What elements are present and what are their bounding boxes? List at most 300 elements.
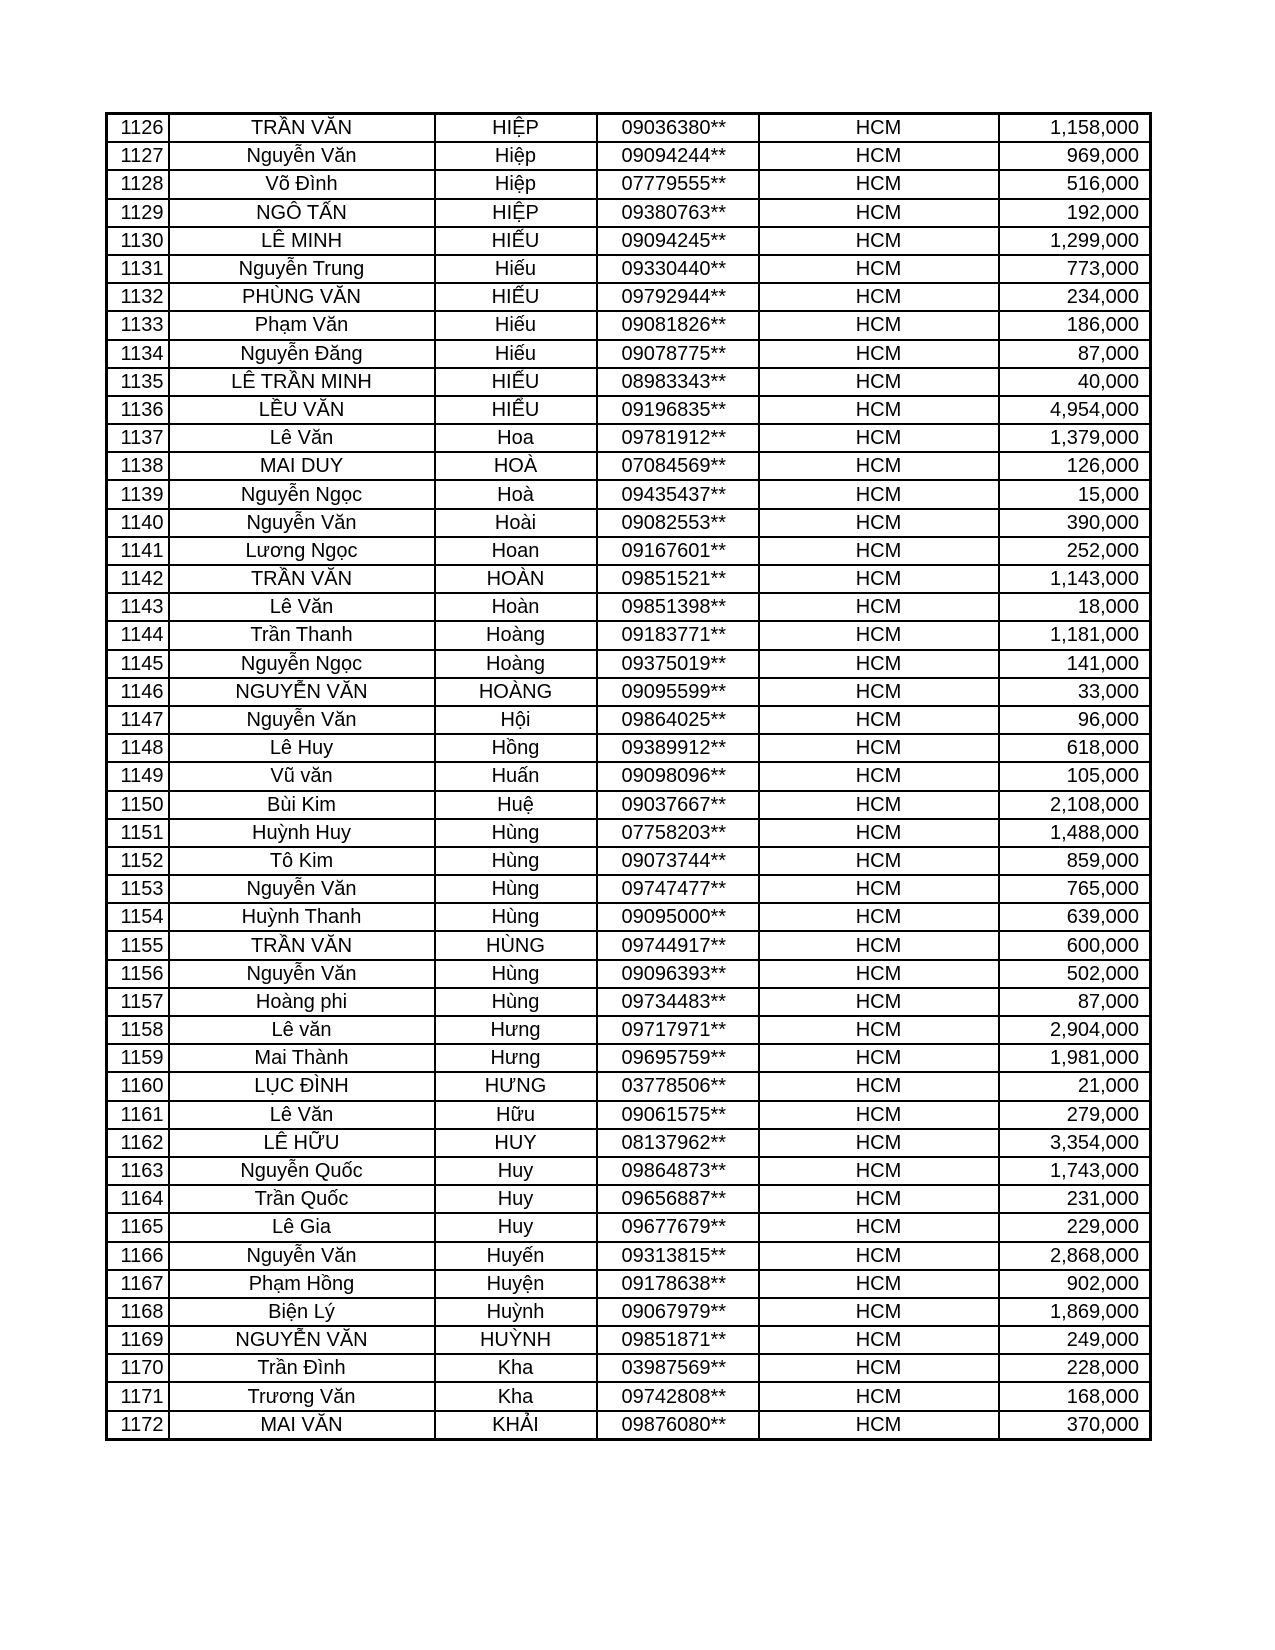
province-cell: HCM: [759, 142, 999, 170]
table-row: [107, 480, 1151, 508]
table-row: [107, 1157, 1151, 1185]
province-cell: HCM: [759, 791, 999, 819]
given-name-cell: Hưng: [435, 1044, 597, 1072]
row-number-cell: 1126: [107, 114, 169, 143]
row-number-cell: 1140: [107, 509, 169, 537]
table-row: [107, 255, 1151, 283]
table-row: [107, 509, 1151, 537]
amount-cell: 639,000: [999, 903, 1151, 931]
province-cell: HCM: [759, 1411, 999, 1440]
phone-cell: 09178638**: [597, 1270, 759, 1298]
amount-cell: 618,000: [999, 734, 1151, 762]
amount-cell: 773,000: [999, 255, 1151, 283]
phone-cell: 09167601**: [597, 537, 759, 565]
table-body: [107, 114, 1151, 1440]
table-row: [107, 1270, 1151, 1298]
surname-cell: Trần Quốc: [169, 1185, 435, 1213]
surname-cell: Lê Văn: [169, 424, 435, 452]
surname-cell: Nguyễn Văn: [169, 875, 435, 903]
table-row: [107, 875, 1151, 903]
table-row: [107, 452, 1151, 480]
row-number-cell: 1162: [107, 1129, 169, 1157]
table-row: [107, 1242, 1151, 1270]
phone-cell: 09094244**: [597, 142, 759, 170]
row-number-cell: 1150: [107, 791, 169, 819]
table-row: [107, 1326, 1151, 1354]
given-name-cell: Hoàn: [435, 593, 597, 621]
row-number-cell: 1152: [107, 847, 169, 875]
phone-cell: 09098096**: [597, 762, 759, 790]
row-number-cell: 1167: [107, 1270, 169, 1298]
province-cell: HCM: [759, 283, 999, 311]
table-row: [107, 1411, 1151, 1440]
phone-cell: 09851521**: [597, 565, 759, 593]
given-name-cell: KHẢI: [435, 1411, 597, 1440]
table-row: [107, 678, 1151, 706]
table-row: [107, 903, 1151, 931]
row-number-cell: 1139: [107, 480, 169, 508]
phone-cell: 07779555**: [597, 170, 759, 198]
table-row: [107, 650, 1151, 678]
row-number-cell: 1146: [107, 678, 169, 706]
surname-cell: Lê Huy: [169, 734, 435, 762]
amount-cell: 600,000: [999, 931, 1151, 959]
given-name-cell: HOÀ: [435, 452, 597, 480]
province-cell: HCM: [759, 1213, 999, 1241]
province-cell: HCM: [759, 1101, 999, 1129]
amount-cell: 765,000: [999, 875, 1151, 903]
amount-cell: 390,000: [999, 509, 1151, 537]
phone-cell: 09095000**: [597, 903, 759, 931]
amount-cell: 87,000: [999, 340, 1151, 368]
row-number-cell: 1138: [107, 452, 169, 480]
phone-cell: 07084569**: [597, 452, 759, 480]
amount-cell: 1,299,000: [999, 227, 1151, 255]
province-cell: HCM: [759, 678, 999, 706]
amount-cell: 279,000: [999, 1101, 1151, 1129]
table-row: [107, 734, 1151, 762]
given-name-cell: Huy: [435, 1185, 597, 1213]
surname-cell: LỀU VĂN: [169, 396, 435, 424]
row-number-cell: 1128: [107, 170, 169, 198]
phone-cell: 09081826**: [597, 311, 759, 339]
amount-cell: 252,000: [999, 537, 1151, 565]
row-number-cell: 1153: [107, 875, 169, 903]
row-number-cell: 1136: [107, 396, 169, 424]
row-number-cell: 1163: [107, 1157, 169, 1185]
phone-cell: 09734483**: [597, 988, 759, 1016]
given-name-cell: Hoài: [435, 509, 597, 537]
table-row: [107, 142, 1151, 170]
province-cell: HCM: [759, 621, 999, 649]
surname-cell: NGUYỄN VĂN: [169, 1326, 435, 1354]
row-number-cell: 1134: [107, 340, 169, 368]
table-row: [107, 227, 1151, 255]
phone-cell: 03987569**: [597, 1354, 759, 1382]
phone-cell: 09435437**: [597, 480, 759, 508]
phone-cell: 09067979**: [597, 1298, 759, 1326]
phone-cell: 08137962**: [597, 1129, 759, 1157]
given-name-cell: Hoàng: [435, 621, 597, 649]
surname-cell: Vũ văn: [169, 762, 435, 790]
phone-cell: 09330440**: [597, 255, 759, 283]
given-name-cell: Hữu: [435, 1101, 597, 1129]
row-number-cell: 1164: [107, 1185, 169, 1213]
given-name-cell: Hiếu: [435, 255, 597, 283]
surname-cell: Phạm Văn: [169, 311, 435, 339]
table-row: [107, 791, 1151, 819]
phone-cell: 09375019**: [597, 650, 759, 678]
row-number-cell: 1130: [107, 227, 169, 255]
province-cell: HCM: [759, 537, 999, 565]
province-cell: HCM: [759, 452, 999, 480]
given-name-cell: HIẾU: [435, 227, 597, 255]
surname-cell: Biện Lý: [169, 1298, 435, 1326]
table-row: [107, 1044, 1151, 1072]
province-cell: HCM: [759, 1185, 999, 1213]
given-name-cell: Huy: [435, 1157, 597, 1185]
amount-cell: 186,000: [999, 311, 1151, 339]
amount-cell: 516,000: [999, 170, 1151, 198]
surname-cell: Nguyễn Đăng: [169, 340, 435, 368]
table-row: [107, 1072, 1151, 1100]
row-number-cell: 1148: [107, 734, 169, 762]
phone-cell: 09313815**: [597, 1242, 759, 1270]
surname-cell: Lê Gia: [169, 1213, 435, 1241]
surname-cell: Nguyễn Ngọc: [169, 650, 435, 678]
row-number-cell: 1132: [107, 283, 169, 311]
surname-cell: MAI VĂN: [169, 1411, 435, 1440]
table-row: [107, 1185, 1151, 1213]
table-row: [107, 1298, 1151, 1326]
amount-cell: 502,000: [999, 960, 1151, 988]
row-number-cell: 1170: [107, 1354, 169, 1382]
row-number-cell: 1155: [107, 931, 169, 959]
amount-cell: 1,379,000: [999, 424, 1151, 452]
phone-cell: 08983343**: [597, 368, 759, 396]
surname-cell: LÊ HỮU: [169, 1129, 435, 1157]
province-cell: HCM: [759, 593, 999, 621]
given-name-cell: Huấn: [435, 762, 597, 790]
province-cell: HCM: [759, 1270, 999, 1298]
table-row: [107, 988, 1151, 1016]
surname-cell: TRẦN VĂN: [169, 931, 435, 959]
row-number-cell: 1144: [107, 621, 169, 649]
surname-cell: Lê Văn: [169, 593, 435, 621]
row-number-cell: 1171: [107, 1382, 169, 1410]
province-cell: HCM: [759, 1326, 999, 1354]
province-cell: HCM: [759, 1242, 999, 1270]
table-row: [107, 283, 1151, 311]
phone-cell: 09742808**: [597, 1382, 759, 1410]
surname-cell: Trần Đình: [169, 1354, 435, 1382]
province-cell: HCM: [759, 819, 999, 847]
amount-cell: 1,981,000: [999, 1044, 1151, 1072]
phone-cell: 09781912**: [597, 424, 759, 452]
surname-cell: NGUYỄN VĂN: [169, 678, 435, 706]
phone-cell: 09036380**: [597, 114, 759, 143]
table-row: [107, 368, 1151, 396]
row-number-cell: 1172: [107, 1411, 169, 1440]
given-name-cell: HIẾU: [435, 368, 597, 396]
surname-cell: Hoàng phi: [169, 988, 435, 1016]
given-name-cell: Hưng: [435, 1016, 597, 1044]
surname-cell: Trần Thanh: [169, 621, 435, 649]
row-number-cell: 1154: [107, 903, 169, 931]
given-name-cell: HOÀNG: [435, 678, 597, 706]
table-row: [107, 847, 1151, 875]
table-row: [107, 114, 1151, 143]
province-cell: HCM: [759, 875, 999, 903]
surname-cell: TRẦN VĂN: [169, 114, 435, 143]
amount-cell: 21,000: [999, 1072, 1151, 1100]
row-number-cell: 1145: [107, 650, 169, 678]
phone-cell: 09851871**: [597, 1326, 759, 1354]
province-cell: HCM: [759, 734, 999, 762]
province-cell: HCM: [759, 227, 999, 255]
table-row: [107, 819, 1151, 847]
province-cell: HCM: [759, 1072, 999, 1100]
phone-cell: 09095599**: [597, 678, 759, 706]
given-name-cell: Hiệp: [435, 142, 597, 170]
table-row: [107, 199, 1151, 227]
row-number-cell: 1147: [107, 706, 169, 734]
given-name-cell: Huỳnh: [435, 1298, 597, 1326]
province-cell: HCM: [759, 311, 999, 339]
surname-cell: Trương Văn: [169, 1382, 435, 1410]
table-row: [107, 424, 1151, 452]
row-number-cell: 1157: [107, 988, 169, 1016]
given-name-cell: Hoan: [435, 537, 597, 565]
surname-cell: Nguyễn Ngọc: [169, 480, 435, 508]
table-row: [107, 762, 1151, 790]
amount-cell: 141,000: [999, 650, 1151, 678]
province-cell: HCM: [759, 114, 999, 143]
surname-cell: Huỳnh Thanh: [169, 903, 435, 931]
table-row: [107, 1129, 1151, 1157]
table-row: [107, 621, 1151, 649]
phone-cell: 09744917**: [597, 931, 759, 959]
province-cell: HCM: [759, 1129, 999, 1157]
amount-cell: 18,000: [999, 593, 1151, 621]
given-name-cell: HIẾU: [435, 283, 597, 311]
amount-cell: 1,869,000: [999, 1298, 1151, 1326]
given-name-cell: HÙNG: [435, 931, 597, 959]
province-cell: HCM: [759, 565, 999, 593]
table-row: [107, 396, 1151, 424]
surname-cell: Nguyễn Văn: [169, 509, 435, 537]
amount-cell: 229,000: [999, 1213, 1151, 1241]
row-number-cell: 1151: [107, 819, 169, 847]
amount-cell: 1,143,000: [999, 565, 1151, 593]
phone-cell: 03778506**: [597, 1072, 759, 1100]
surname-cell: Nguyễn Văn: [169, 960, 435, 988]
surname-cell: Phạm Hồng: [169, 1270, 435, 1298]
phone-cell: 09073744**: [597, 847, 759, 875]
province-cell: HCM: [759, 340, 999, 368]
surname-cell: Mai Thành: [169, 1044, 435, 1072]
phone-cell: 09792944**: [597, 283, 759, 311]
row-number-cell: 1165: [107, 1213, 169, 1241]
surname-cell: Huỳnh Huy: [169, 819, 435, 847]
given-name-cell: Hùng: [435, 988, 597, 1016]
amount-cell: 40,000: [999, 368, 1151, 396]
given-name-cell: Hội: [435, 706, 597, 734]
amount-cell: 1,743,000: [999, 1157, 1151, 1185]
row-number-cell: 1160: [107, 1072, 169, 1100]
province-cell: HCM: [759, 1157, 999, 1185]
province-cell: HCM: [759, 1044, 999, 1072]
row-number-cell: 1166: [107, 1242, 169, 1270]
given-name-cell: Hoa: [435, 424, 597, 452]
table-row: [107, 537, 1151, 565]
surname-cell: Nguyễn Quốc: [169, 1157, 435, 1185]
surname-cell: Nguyễn Trung: [169, 255, 435, 283]
phone-cell: 09717971**: [597, 1016, 759, 1044]
amount-cell: 4,954,000: [999, 396, 1151, 424]
row-number-cell: 1158: [107, 1016, 169, 1044]
surname-cell: MAI DUY: [169, 452, 435, 480]
phone-cell: 09037667**: [597, 791, 759, 819]
table-row: [107, 960, 1151, 988]
given-name-cell: Hiếu: [435, 340, 597, 368]
phone-cell: 07758203**: [597, 819, 759, 847]
table-row: [107, 1382, 1151, 1410]
surname-cell: Tô Kim: [169, 847, 435, 875]
table-row: [107, 311, 1151, 339]
given-name-cell: HIỂU: [435, 396, 597, 424]
given-name-cell: Hoàng: [435, 650, 597, 678]
province-cell: HCM: [759, 509, 999, 537]
recipient-table: [105, 112, 1152, 1441]
row-number-cell: 1159: [107, 1044, 169, 1072]
province-cell: HCM: [759, 1016, 999, 1044]
given-name-cell: Kha: [435, 1382, 597, 1410]
phone-cell: 09677679**: [597, 1213, 759, 1241]
province-cell: HCM: [759, 1382, 999, 1410]
phone-cell: 09695759**: [597, 1044, 759, 1072]
amount-cell: 234,000: [999, 283, 1151, 311]
province-cell: HCM: [759, 424, 999, 452]
surname-cell: LÊ TRẦN MINH: [169, 368, 435, 396]
phone-cell: 09380763**: [597, 199, 759, 227]
amount-cell: 370,000: [999, 1411, 1151, 1440]
surname-cell: NGÔ TẤN: [169, 199, 435, 227]
surname-cell: Nguyễn Văn: [169, 1242, 435, 1270]
phone-cell: 09196835**: [597, 396, 759, 424]
given-name-cell: HIỆP: [435, 114, 597, 143]
given-name-cell: Kha: [435, 1354, 597, 1382]
given-name-cell: Hồng: [435, 734, 597, 762]
row-number-cell: 1161: [107, 1101, 169, 1129]
given-name-cell: Hùng: [435, 847, 597, 875]
surname-cell: LỤC ĐÌNH: [169, 1072, 435, 1100]
amount-cell: 87,000: [999, 988, 1151, 1016]
province-cell: HCM: [759, 988, 999, 1016]
given-name-cell: Hùng: [435, 960, 597, 988]
surname-cell: LÊ MINH: [169, 227, 435, 255]
table-row: [107, 931, 1151, 959]
row-number-cell: 1149: [107, 762, 169, 790]
province-cell: HCM: [759, 931, 999, 959]
phone-cell: 09851398**: [597, 593, 759, 621]
surname-cell: Võ Đình: [169, 170, 435, 198]
amount-cell: 969,000: [999, 142, 1151, 170]
given-name-cell: HIỆP: [435, 199, 597, 227]
row-number-cell: 1141: [107, 537, 169, 565]
given-name-cell: Hùng: [435, 875, 597, 903]
table-row: [107, 1354, 1151, 1382]
phone-cell: 09061575**: [597, 1101, 759, 1129]
table-row: [107, 1213, 1151, 1241]
surname-cell: Lê Văn: [169, 1101, 435, 1129]
given-name-cell: Hùng: [435, 903, 597, 931]
province-cell: HCM: [759, 199, 999, 227]
given-name-cell: Hoà: [435, 480, 597, 508]
given-name-cell: Hiệp: [435, 170, 597, 198]
row-number-cell: 1133: [107, 311, 169, 339]
province-cell: HCM: [759, 255, 999, 283]
phone-cell: 09656887**: [597, 1185, 759, 1213]
row-number-cell: 1129: [107, 199, 169, 227]
amount-cell: 2,904,000: [999, 1016, 1151, 1044]
given-name-cell: Hiếu: [435, 311, 597, 339]
given-name-cell: Huệ: [435, 791, 597, 819]
given-name-cell: HUY: [435, 1129, 597, 1157]
province-cell: HCM: [759, 650, 999, 678]
given-name-cell: Huy: [435, 1213, 597, 1241]
surname-cell: Nguyễn Văn: [169, 142, 435, 170]
phone-cell: 09096393**: [597, 960, 759, 988]
phone-cell: 09078775**: [597, 340, 759, 368]
surname-cell: PHÙNG VĂN: [169, 283, 435, 311]
row-number-cell: 1156: [107, 960, 169, 988]
table-row: [107, 340, 1151, 368]
province-cell: HCM: [759, 368, 999, 396]
province-cell: HCM: [759, 480, 999, 508]
table-row: [107, 1101, 1151, 1129]
phone-cell: 09876080**: [597, 1411, 759, 1440]
phone-cell: 09094245**: [597, 227, 759, 255]
given-name-cell: Huyện: [435, 1270, 597, 1298]
table-row: [107, 565, 1151, 593]
given-name-cell: HUỲNH: [435, 1326, 597, 1354]
amount-cell: 249,000: [999, 1326, 1151, 1354]
amount-cell: 1,181,000: [999, 621, 1151, 649]
surname-cell: Bùi Kim: [169, 791, 435, 819]
amount-cell: 168,000: [999, 1382, 1151, 1410]
province-cell: HCM: [759, 903, 999, 931]
province-cell: HCM: [759, 396, 999, 424]
row-number-cell: 1168: [107, 1298, 169, 1326]
table-row: [107, 1016, 1151, 1044]
amount-cell: 33,000: [999, 678, 1151, 706]
given-name-cell: HƯNG: [435, 1072, 597, 1100]
amount-cell: 2,868,000: [999, 1242, 1151, 1270]
province-cell: HCM: [759, 960, 999, 988]
surname-cell: TRẦN VĂN: [169, 565, 435, 593]
phone-cell: 09183771**: [597, 621, 759, 649]
amount-cell: 902,000: [999, 1270, 1151, 1298]
surname-cell: Nguyễn Văn: [169, 706, 435, 734]
province-cell: HCM: [759, 762, 999, 790]
phone-cell: 09082553**: [597, 509, 759, 537]
row-number-cell: 1131: [107, 255, 169, 283]
row-number-cell: 1135: [107, 368, 169, 396]
amount-cell: 192,000: [999, 199, 1151, 227]
row-number-cell: 1143: [107, 593, 169, 621]
table-row: [107, 593, 1151, 621]
